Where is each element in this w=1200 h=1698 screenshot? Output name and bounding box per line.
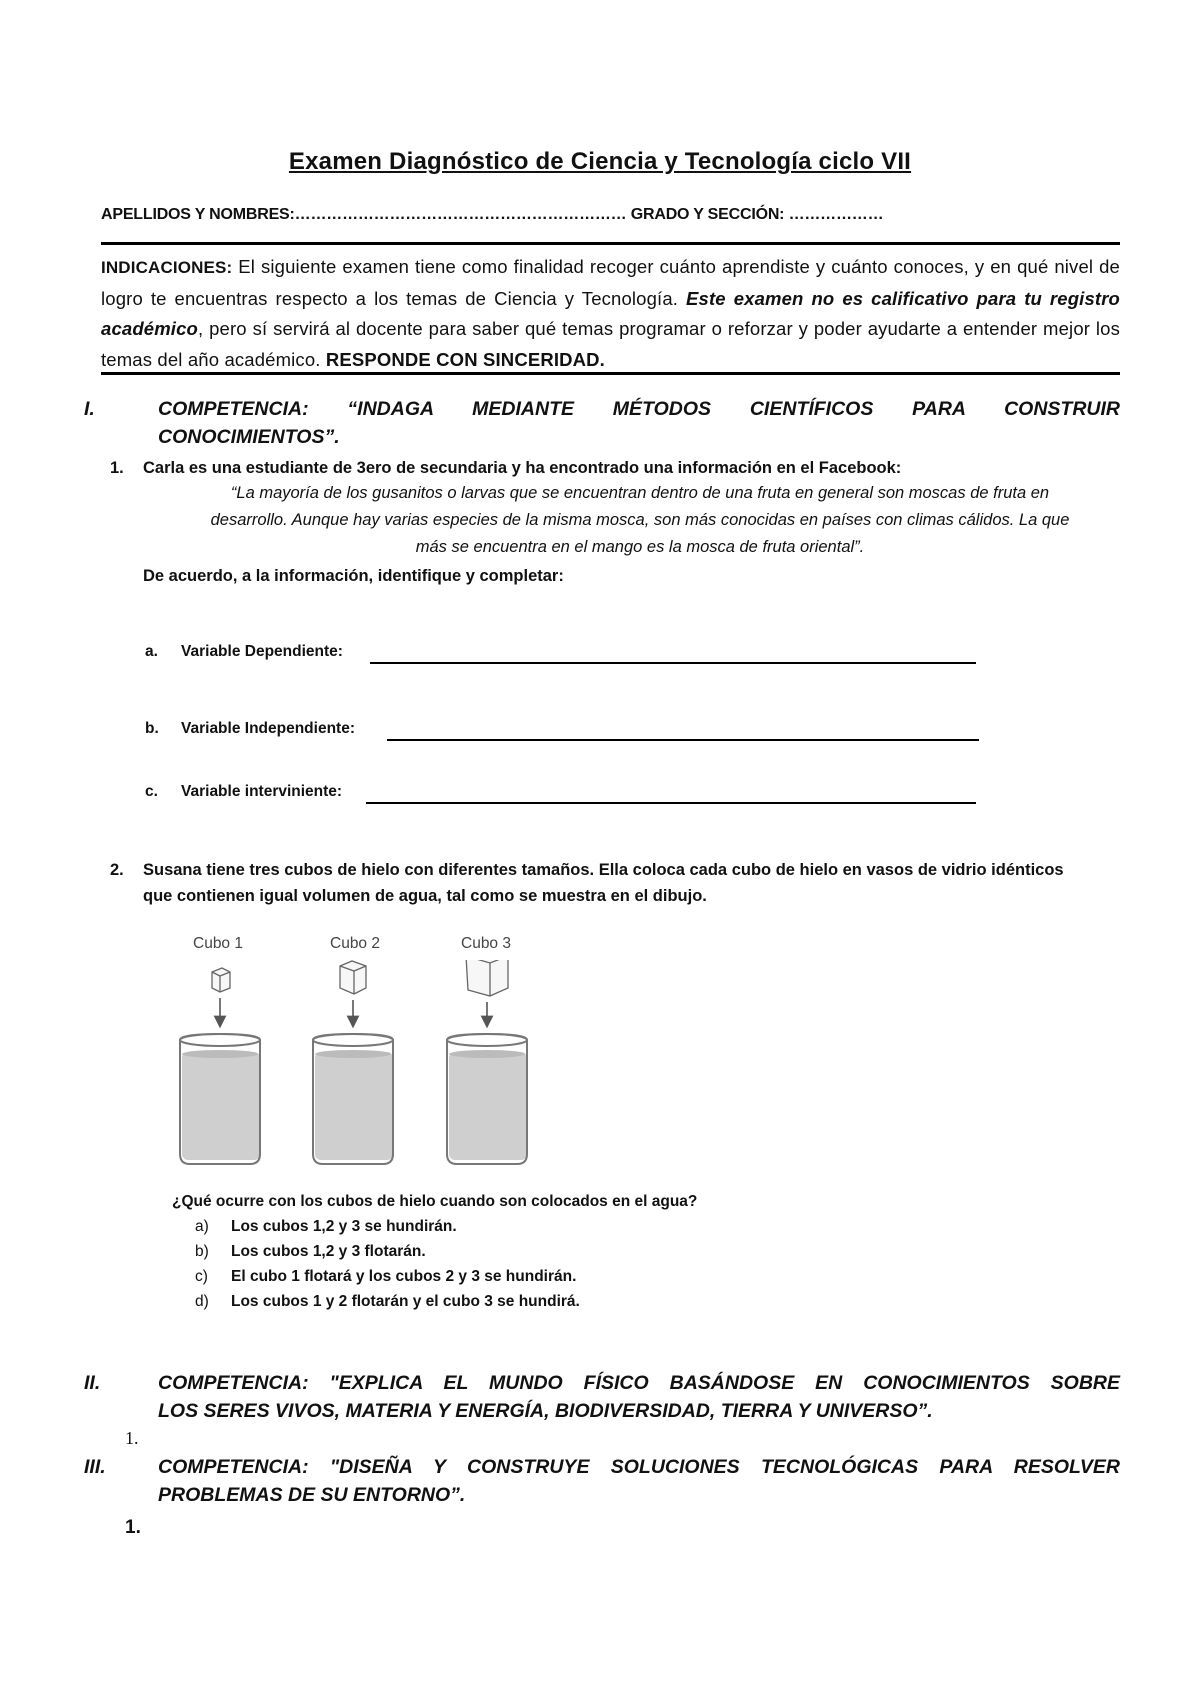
option-d-letter: d)	[195, 1293, 209, 1310]
field-b-letter: b.	[145, 720, 159, 737]
section-1-numeral: I.	[84, 398, 95, 420]
section-1-title-line1: COMPETENCIA: “INDAGA MEDIANTE MÉTODOS CIENTÍFICOS PARA CONSTRUIR	[158, 398, 1120, 420]
glass-2-icon	[313, 1034, 393, 1164]
glass-1-icon	[180, 1034, 260, 1164]
cube-2-label: Cubo 2	[330, 935, 380, 952]
cube-2-icon	[340, 961, 366, 994]
instructions-label: INDICACIONES:	[101, 258, 233, 277]
cube-1-icon	[212, 968, 230, 992]
quote-line-3: más se encuentra en el mango es la mosca de fruta oriental”.	[415, 538, 865, 556]
section-2-item-number: 1.	[125, 1428, 139, 1448]
section-3-title-line2: PROBLEMAS DE SU ENTORNO”.	[158, 1484, 466, 1506]
section-1-title-line2: CONOCIMIENTOS”.	[158, 426, 340, 448]
question-1-quote	[160, 480, 1120, 561]
question-1-number: 1.	[110, 459, 124, 477]
glass-3-icon	[447, 1034, 527, 1164]
section-3-title-line1: COMPETENCIA: "DISEÑA Y CONSTRUYE SOLUCIONES TECNOLÓGICAS PARA RESOLVER	[158, 1456, 1120, 1478]
field-b-answer-line[interactable]	[387, 739, 979, 741]
question-2-prompt-line1: Susana tiene tres cubos de hielo con diferentes tamaños. Ella coloca cada cubo de hielo en vasos de vidrio idénticos	[143, 861, 1064, 879]
quote-line-2: desarrollo. Aunque hay varias especies de la misma mosca, son más conocidas en países con climas cálidos. La que	[210, 511, 1070, 529]
instructions-closing: RESPONDE CON SINCERIDAD.	[325, 348, 605, 370]
field-c-letter: c.	[145, 783, 158, 800]
field-a-label: Variable Dependiente:	[181, 643, 343, 660]
option-c-letter: c)	[195, 1268, 208, 1285]
cube-1-label: Cubo 1	[193, 935, 243, 952]
option-b-letter: b)	[195, 1243, 209, 1260]
field-c-label: Variable interviniente:	[181, 783, 343, 800]
option-a-text[interactable]: Los cubos 1,2 y 3 se hundirán.	[231, 1218, 457, 1235]
quote-line-1: “La mayoría de los gusanitos o larvas que se encuentran dentro de una fruta en general son moscas de fruta en	[230, 484, 1050, 502]
section-3-numeral: III.	[84, 1456, 106, 1478]
grade-field[interactable]: ………………	[788, 206, 884, 223]
option-c-text[interactable]: El cubo 1 flotará y los cubos 2 y 3 se hundirán.	[231, 1268, 577, 1285]
question-1-prompt: Carla es una estudiante de 3ero de secundaria y ha encontrado una información en el Facebook:	[143, 459, 902, 477]
instructions-text-2: , pero sí servirá al docente para saber qué temas programar o reforzar y poder ayudarte a entender mejor los temas del año académico.	[101, 318, 1120, 370]
section-2-title-line2: LOS SERES VIVOS, MATERIA Y ENERGÍA, BIODIVERSIDAD, TIERRA Y UNIVERSO”.	[158, 1400, 933, 1422]
grade-label: GRADO Y SECCIÓN:	[630, 206, 785, 223]
question-2-prompt-line2: que contienen igual volumen de agua, tal como se muestra en el dibujo.	[143, 887, 707, 905]
ice-cubes-figure	[170, 960, 550, 1165]
option-b-text[interactable]: Los cubos 1,2 y 3 flotarán.	[231, 1243, 426, 1260]
name-field[interactable]: ………………………………………………………	[294, 206, 627, 223]
divider-bottom	[101, 372, 1120, 375]
cube-3-icon	[466, 960, 508, 996]
arrow-icons	[220, 998, 487, 1022]
question-2-number: 2.	[110, 861, 124, 879]
option-a-letter: a)	[195, 1218, 209, 1235]
cube-3-label: Cubo 3	[461, 935, 511, 952]
name-label: APELLIDOS Y NOMBRES:	[101, 206, 295, 223]
page-title: Examen Diagnóstico de Ciencia y Tecnología ciclo VII	[288, 148, 912, 175]
instructions-text-1: El siguiente examen tiene como finalidad recoger cuánto aprendiste y cuánto conoces, y en qué nivel de logro te encuentras respecto a los temas de Ciencia y Tecnología.	[101, 256, 1120, 309]
section-2-numeral: II.	[84, 1372, 101, 1394]
question-2-question: ¿Qué ocurre con los cubos de hielo cuando son colocados en el agua?	[172, 1193, 698, 1210]
field-b-label: Variable Independiente:	[181, 720, 355, 737]
section-3-item-number: 1.	[125, 1517, 141, 1538]
field-a-answer-line[interactable]	[370, 662, 976, 664]
instructions-emphasis: Este examen no es calificativo para tu registro académico	[101, 287, 1121, 339]
option-d-text[interactable]: Los cubos 1 y 2 flotarán y el cubo 3 se hundirá.	[231, 1293, 580, 1310]
instructions-block	[101, 252, 1120, 375]
section-2-title-line1: COMPETENCIA: "EXPLICA EL MUNDO FÍSICO BASÁNDOSE EN CONOCIMIENTOS SOBRE	[158, 1372, 1120, 1394]
divider-top	[101, 242, 1120, 245]
student-info-line	[101, 206, 883, 224]
field-c-answer-line[interactable]	[366, 802, 976, 804]
field-a-letter: a.	[145, 643, 158, 660]
question-1-instruction: De acuerdo, a la información, identifique y completar:	[143, 567, 564, 585]
